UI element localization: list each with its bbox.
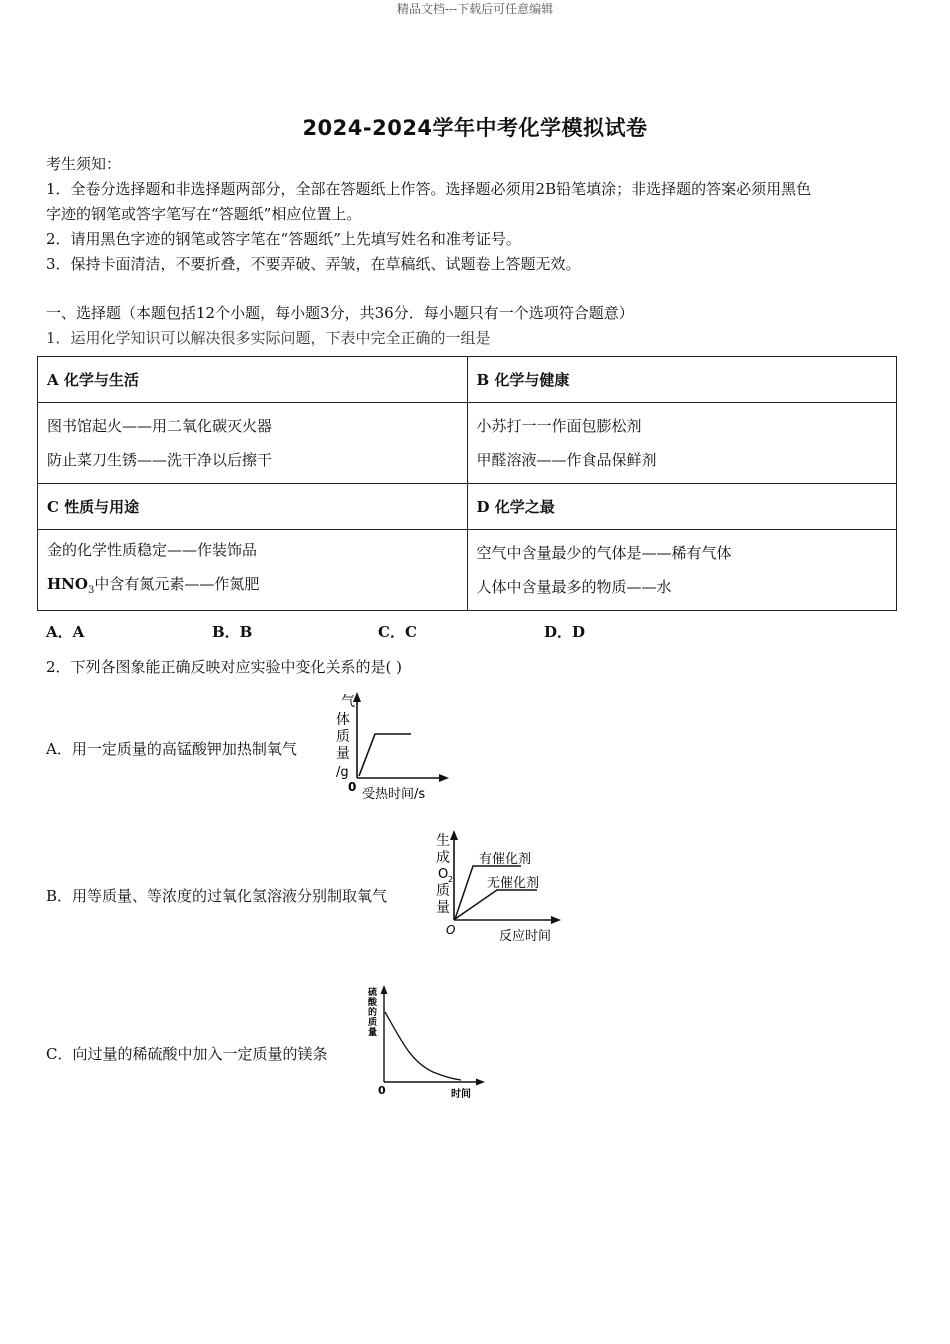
arrow-right-icon: [439, 774, 449, 782]
graph-b-ylabel: 质: [436, 883, 450, 899]
graph-a-curve: [359, 734, 411, 776]
graph-b-xlabel: 反应时间: [499, 929, 552, 944]
option-c[interactable]: C．C: [378, 623, 417, 641]
cell-c-content: [38, 530, 468, 611]
graph-a: [325, 690, 455, 805]
notice-heading: 考生须知：: [46, 155, 122, 173]
graph-a-ylabel: /g: [336, 765, 349, 780]
notice-item: 3．保持卡面清洁，不要折叠，不要弄破、弄皱，在草稿纸、试题卷上答题无效。: [46, 255, 581, 273]
cell-line: 防止菜刀生锈——洗干净以后擦干: [47, 451, 273, 469]
cell-line: 甲醛溶液——作食品保鲜剂: [476, 451, 657, 469]
graph-b-ylabel: 生: [436, 833, 450, 849]
graph-b-origin: O: [446, 923, 456, 937]
option-b[interactable]: B．B: [212, 623, 253, 641]
graph-c-ylabel: 质: [368, 1018, 378, 1028]
cell-line: 小苏打一一作面包膨松剂: [476, 417, 642, 435]
cell-b-content: [467, 403, 897, 484]
graph-b-ylabel-sub: 2: [448, 875, 454, 884]
notice-item: 1．全卷分选择题和非选择题两部分，全部在答题纸上作答。选择题必须用2B铅笔填涂；非选择题的答案必须用黑色: [46, 180, 812, 198]
graph-c-xlabel: 时间: [451, 1089, 471, 1100]
graph-c-ylabel: 的: [368, 1008, 378, 1018]
question-1-table: [37, 356, 897, 611]
formula: HNO: [47, 574, 88, 593]
graph-b-ylabel: 成: [436, 850, 450, 866]
graph-c-origin: 0: [378, 1084, 386, 1097]
cell-c-heading: C 性质与用途: [38, 484, 468, 530]
graph-c-ylabel: 量: [368, 1028, 378, 1038]
graph-b-curve-catalyst: [455, 866, 521, 919]
page-title: 2024-2024学年中考化学模拟试卷: [302, 116, 648, 140]
arrow-up-icon: [450, 830, 458, 840]
question-2-option-b[interactable]: B．用等质量、等浓度的过氧化氢溶液分别制取氧气: [46, 887, 388, 905]
option-a[interactable]: A．A: [46, 623, 85, 641]
graph-a-origin: 0: [348, 780, 357, 794]
cell-line-rest: 中含有氮元素——作氮肥: [94, 574, 260, 593]
cell-line: 金的化学性质稳定——作装饰品: [47, 540, 258, 559]
graph-a-ylabel: 量: [336, 746, 350, 762]
arrow-up-icon: [381, 985, 388, 994]
graph-b-curve-label: 无催化剂: [487, 876, 540, 891]
notice-item: 字迹的钢笔或答字笔写在“答题纸”相应位置上。: [46, 205, 362, 223]
cell-line: [47, 567, 458, 608]
cell-line: 空气中含量最少的气体是——稀有气体: [476, 544, 732, 562]
graph-a-xlabel: 受热时间/s: [362, 787, 426, 802]
cell-b-heading: B 化学与健康: [467, 357, 897, 403]
graph-c: [367, 982, 492, 1100]
cell-line: 人体中含量最多的物质——水: [476, 578, 672, 596]
cell-a-heading: A 化学与生活: [38, 357, 468, 403]
graph-a-ylabel: 质: [336, 729, 350, 745]
graph-c-ylabel: 酸: [368, 998, 378, 1008]
question-2-stem: 2．下列各图象能正确反映对应实验中变化关系的是( ): [46, 658, 403, 676]
section-heading: 一、选择题（本题包括12个小题，每小题3分，共36分．每小题只有一个选项符合题意）: [46, 304, 634, 322]
option-d[interactable]: D．D: [544, 623, 586, 641]
cell-d-content: [467, 530, 897, 611]
graph-b-curve-no-catalyst: [455, 890, 537, 919]
graph-a-ylabel: 体: [336, 712, 350, 728]
notice-item: 2．请用黑色字迹的钢笔或答字笔在“答题纸”上先填写姓名和准考证号。: [46, 230, 521, 248]
cell-a-content: [38, 403, 468, 484]
question-2-option-a[interactable]: A．用一定质量的高锰酸钾加热制氧气: [46, 740, 297, 758]
graph-b: [427, 828, 567, 946]
graph-b-curve-label: 有催化剂: [479, 852, 532, 867]
graph-c-ylabel: 硫: [368, 988, 378, 998]
arrow-right-icon: [476, 1079, 485, 1086]
graph-a-ylabel: 气: [341, 694, 355, 710]
formula-subscript: 3: [87, 584, 95, 596]
cell-line: 图书馆起火——用二氧化碳灭火器: [47, 417, 273, 435]
graph-b-ylabel: 量: [436, 900, 450, 916]
question-1-stem: 1．运用化学知识可以解决很多实际问题，下表中完全正确的一组是: [46, 329, 491, 347]
arrow-right-icon: [551, 916, 561, 924]
cell-d-heading: D 化学之最: [467, 484, 897, 530]
header-note: 精品文档---下载后可任意编辑: [396, 2, 554, 16]
question-2-option-c[interactable]: C．向过量的稀硫酸中加入一定质量的镁条: [46, 1045, 328, 1063]
question-1-options: [46, 621, 585, 642]
graph-c-curve: [385, 1012, 461, 1080]
graph-b-ylabel: O: [438, 867, 449, 882]
